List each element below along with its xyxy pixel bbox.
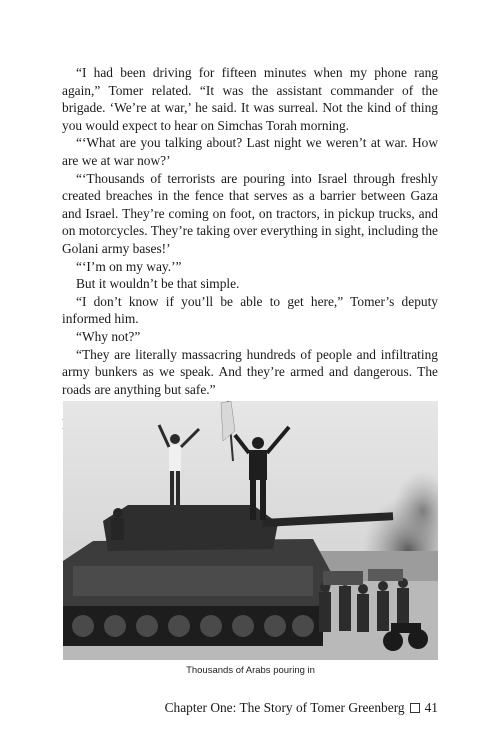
paragraph: “‘I’m on my way.’” [76,258,182,274]
page-number: 41 [424,700,438,715]
body-text [62,64,438,433]
paragraph: “I had been driving for fifteen minutes when my phone rang again,” Tomer related. “It was the assistant commander of the brigade. ‘We’re at war,’ he said. It was surreal. Not the kind of thing you would expect to hear on Simchas Torah morning. [62,65,438,133]
paragraph: But it wouldn’t be that simple. [76,276,240,292]
page-footer [165,700,438,716]
paragraph: “Why not?” [76,328,141,344]
photo-caption: Thousands of Arabs pouring in [186,665,315,676]
paragraph: “They are literally massacring hundreds of people and infiltrating army bunkers as we speak. And they’re armed and dangerous. The roads are anything but safe.” [62,346,438,397]
paragraph: “‘Thousands of terrorists are pouring into Israel through freshly created breaches in the fence that serves as a barrier between Gaza and Israel. They’re coming on foot, on tractors, in pickup trucks, and on motorcycles. They’re taking over everything in sight, including the Golani army bases!’ [62,170,438,256]
paragraph: “‘What are you talking about? Last night we weren’t at war. How are we at war now?’ [62,135,438,168]
chapter-title: Chapter One: The Story of Tomer Greenberg [164,700,405,715]
photograph [63,401,438,660]
separator-box-icon [410,703,420,713]
paragraph: “I don’t know if you’ll be able to get here,” Tomer’s deputy informed him. [62,293,438,327]
photo-illustration [63,401,438,660]
